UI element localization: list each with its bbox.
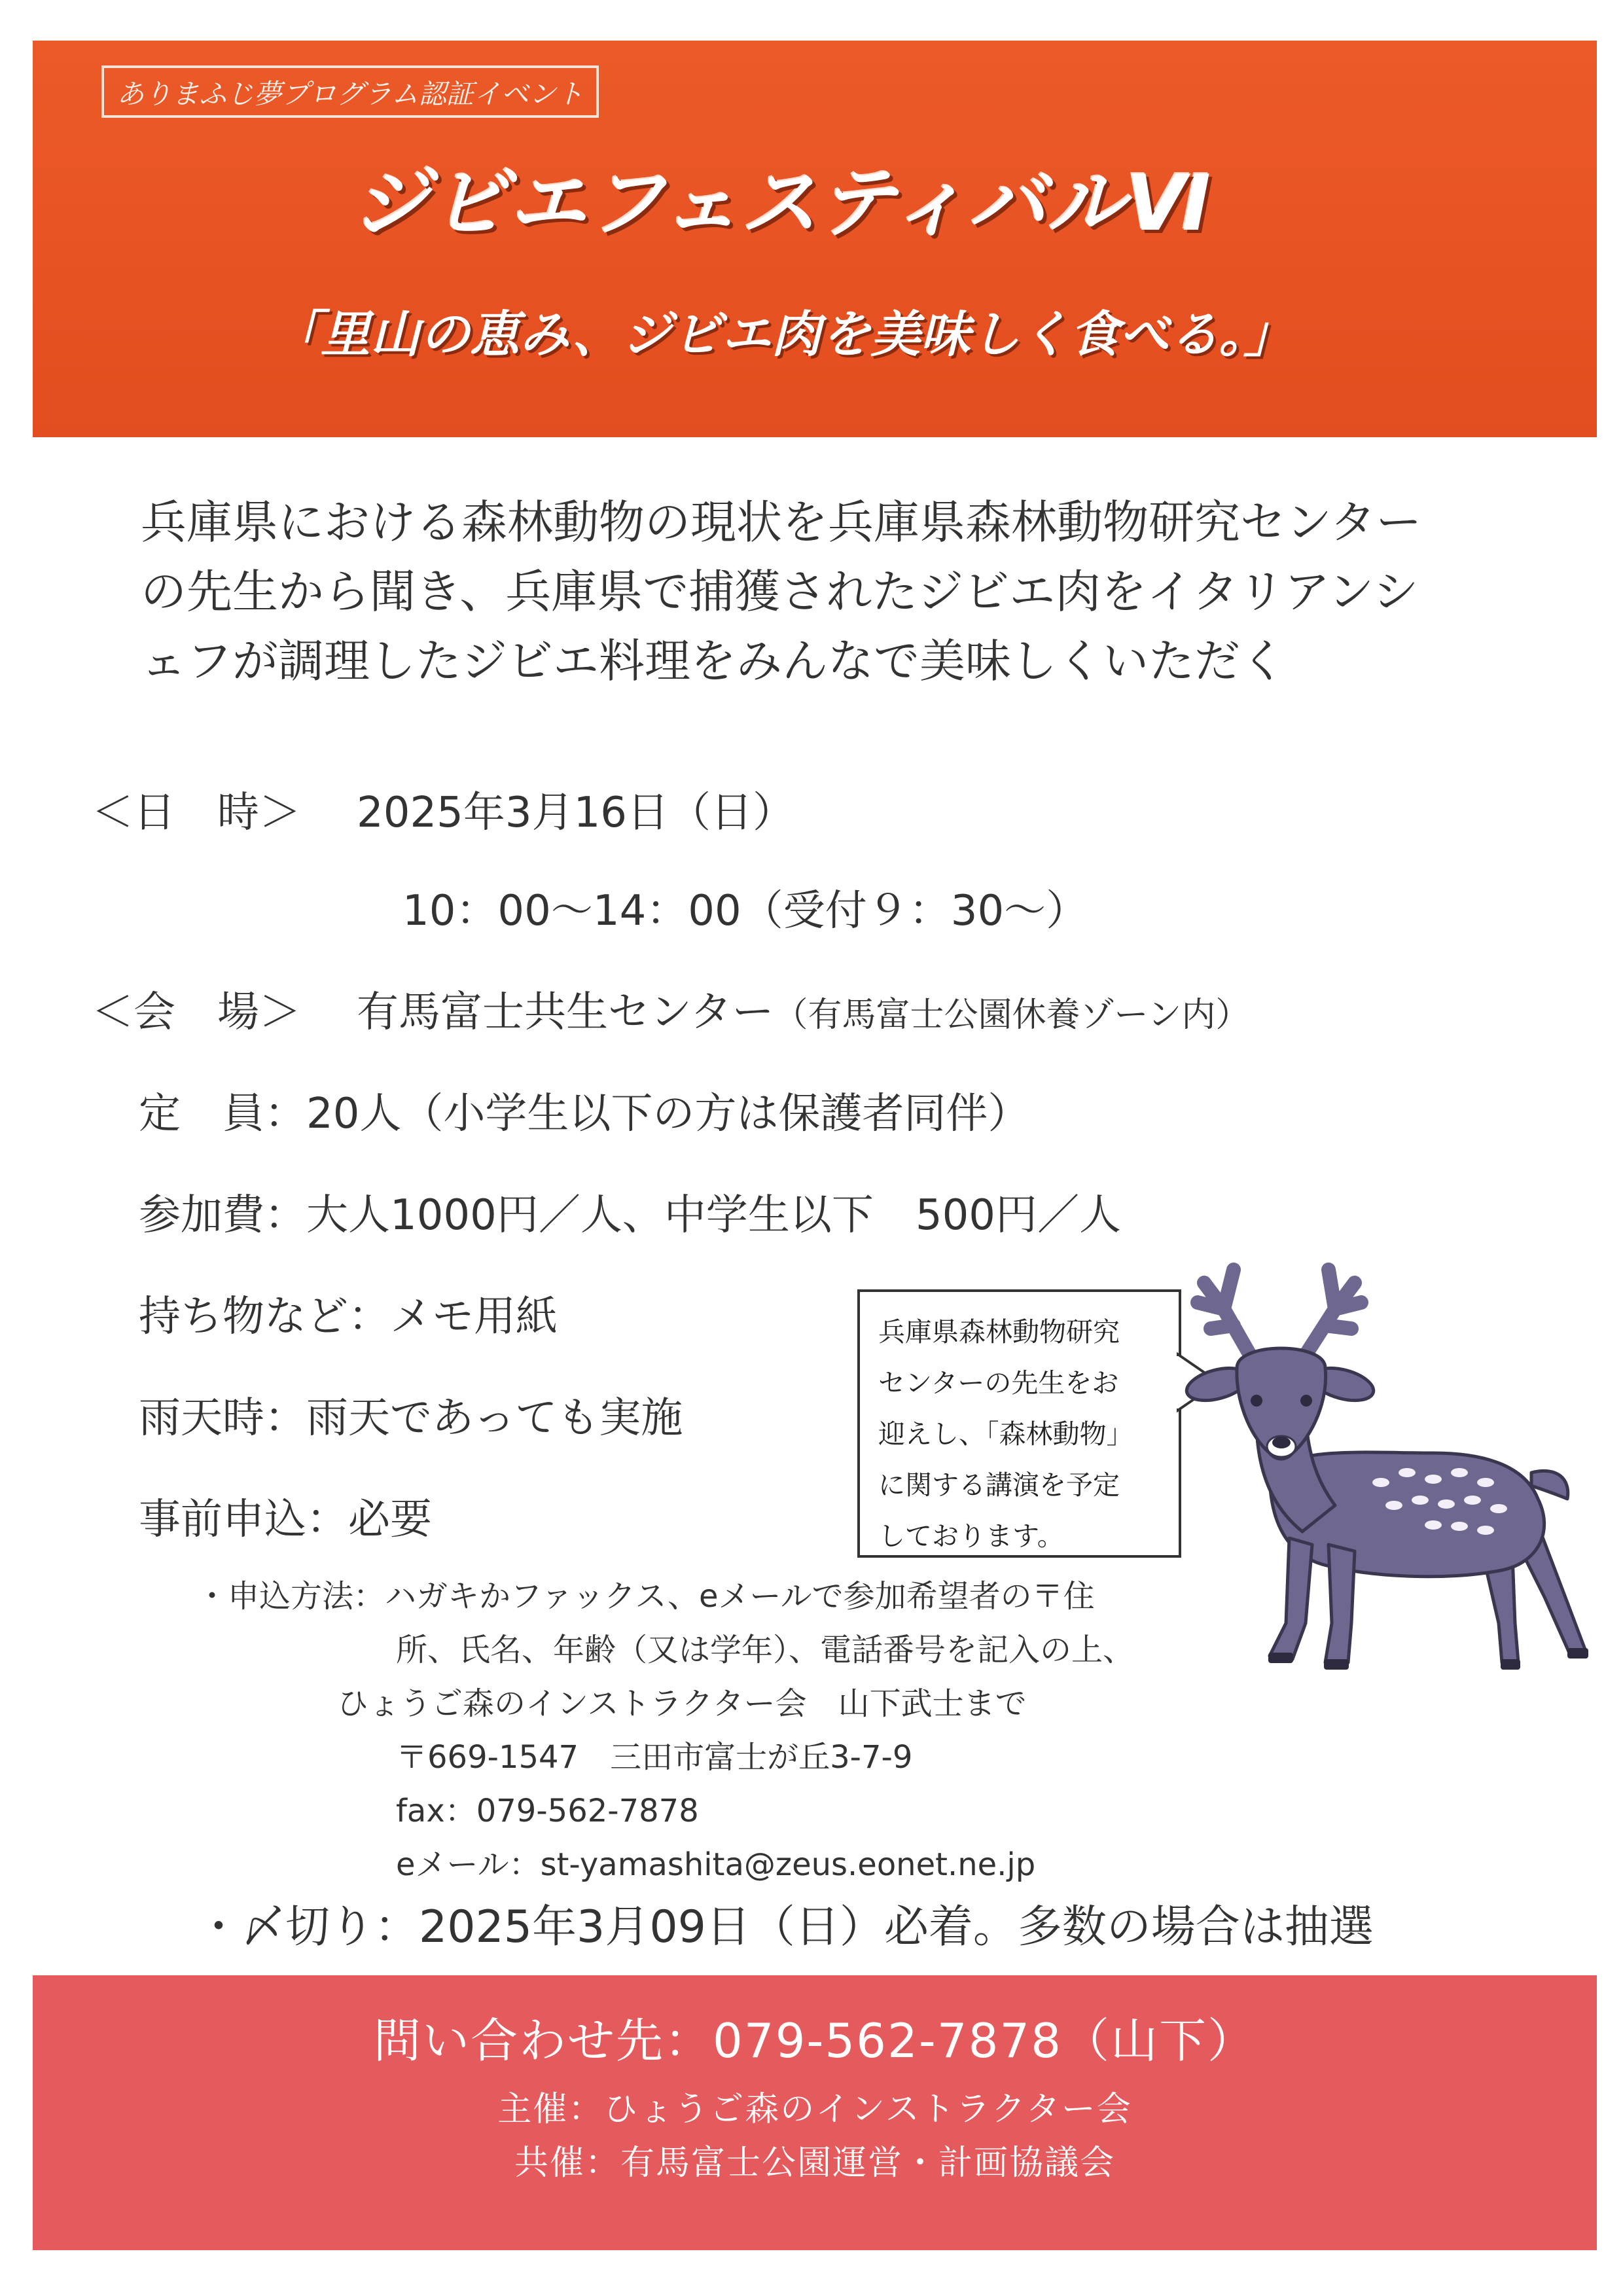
callout-line: に関する講演を予定 (878, 1469, 1120, 1501)
callout-line: 迎えし、「森林動物」 (878, 1418, 1133, 1450)
cohost-organizer: 共催：有馬富士公園運営・計画協議会 (514, 2144, 1115, 2183)
lecture-callout (857, 1289, 1181, 1558)
fee: 参加費：大人1000円／人、中学生以下 500円／人 (139, 1191, 1122, 1240)
callout-line: センターの先生をお (878, 1367, 1119, 1399)
email-address: eメール：st-yamashita@zeus.eonet.ne.jp (396, 1846, 1036, 1883)
time-value: 10：00～14：00（受付９：30～） (402, 887, 1088, 935)
certification-badge: ありまふじ夢プログラム認証イベント (101, 65, 599, 118)
intro-line: 兵庫県における森林動物の現状を兵庫県森林動物研究センター (141, 495, 1422, 549)
contact-phone: 問い合わせ先：079-562-7878（山下） (373, 2013, 1257, 2068)
event-subtitle: 「里山の恵み、ジビエ肉を美味しく食べる。」 (270, 305, 1294, 363)
venue-name: 有馬富士共生センター (357, 988, 774, 1037)
items-to-bring: 持ち物など：メモ用紙 (139, 1293, 558, 1341)
venue-label: ＜会 場＞ (92, 988, 301, 1037)
event-title: ジビエフェスティバルⅥ (352, 158, 1212, 248)
deadline: ・〆切り：2025年3月09日（日）必着。多数の場合は抽選 (196, 1901, 1374, 1953)
capacity: 定 員：20人（小学生以下の方は保護者同伴） (139, 1090, 1030, 1138)
application-line: ひょうご森のインストラクター会 山下武士まで (337, 1685, 1027, 1722)
rain-policy: 雨天時：雨天であっても実施 (139, 1394, 683, 1443)
deer-illustration (1171, 1257, 1603, 1695)
callout-line: 兵庫県森林動物研究 (878, 1316, 1120, 1348)
venue-note: （有馬富士公園休養ゾーン内） (774, 996, 1250, 1035)
date-value: 2025年3月16日（日） (357, 789, 795, 837)
pre-registration: 事前申込：必要 (139, 1496, 432, 1544)
fax-number: fax：079-562-7878 (396, 1793, 699, 1829)
host-organizer: 主催：ひょうご森のインストラクター会 (497, 2090, 1132, 2129)
mailing-address: 〒669-1547 三田市富士が丘3-7-9 (396, 1739, 913, 1776)
callout-line: しております。 (878, 1520, 1064, 1552)
intro-line: ェフが調理したジビエ料理をみんなで美味しくいただく (141, 634, 1286, 688)
application-line: 所、氏名、年齢（又は学年）、電話番号を記入の上、 (396, 1632, 1135, 1668)
date-label: ＜日 時＞ (92, 789, 301, 837)
venue-value (357, 978, 1249, 1039)
intro-line: の先生から聞き、兵庫県で捕獲されたジビエ肉をイタリアンシ (141, 565, 1419, 619)
application-line: ・申込方法：ハガキかファックス、eメールで参加希望者の〒住 (196, 1578, 1095, 1615)
intro-text (141, 488, 1567, 696)
